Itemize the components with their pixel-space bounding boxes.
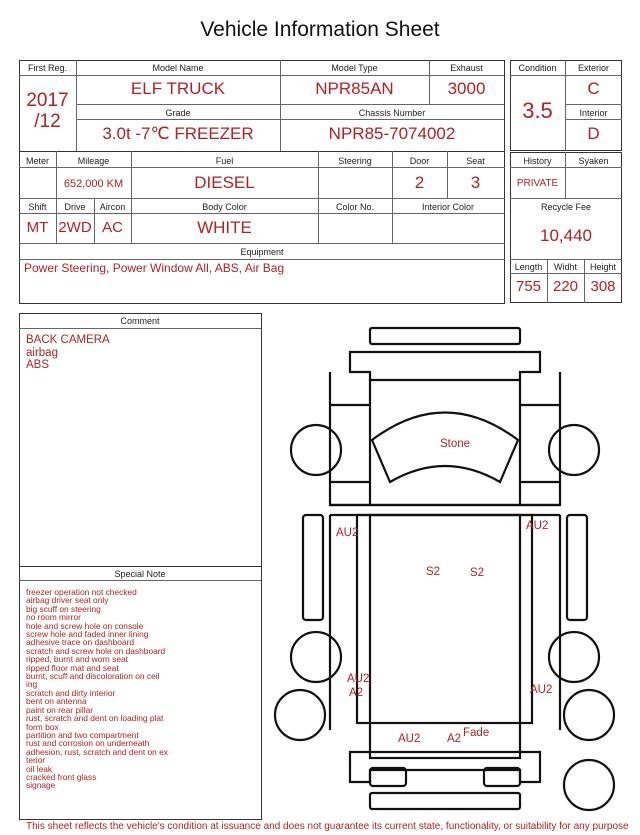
cab-roof-outline	[350, 352, 540, 380]
damage-s2-b: S2	[470, 567, 485, 579]
exterior-grade: C	[587, 79, 600, 98]
chassis-label: Chassis Number	[358, 108, 426, 118]
comment-list	[26, 334, 110, 372]
note-line: ing	[26, 679, 38, 690]
steering-label: Steering	[338, 156, 372, 166]
fuel-label: Fuel	[215, 156, 234, 166]
seat-label: Seat	[466, 156, 485, 166]
history-value: PRIVATE	[516, 178, 559, 189]
comment-line: airbag	[26, 346, 58, 359]
model-name-label: Model Name	[152, 63, 204, 73]
shift-label: Shift	[28, 202, 47, 212]
rear-left-wheel	[291, 632, 341, 682]
equipment-label: Equipment	[240, 247, 284, 257]
color-no-label: Color No.	[335, 202, 374, 212]
model-type-label: Model Type	[331, 63, 378, 73]
note-line: scratch and dirty interior	[26, 687, 116, 698]
special-note-label: Special Note	[114, 569, 166, 579]
damage-s2-a: S2	[426, 566, 441, 578]
exterior-label: Exterior	[577, 63, 609, 73]
comment-line: ABS	[26, 359, 50, 371]
note-line: bent on antenna	[26, 696, 87, 707]
note-line: freezer operation not checked	[26, 587, 137, 597]
damage-au2-left: AU2	[336, 527, 359, 539]
damage-a2-rear: A2	[447, 733, 462, 745]
exhaust-label: Exhaust	[450, 63, 483, 73]
condition-grade: 3.5	[522, 98, 553, 123]
drive-label: Drive	[64, 202, 86, 212]
interior-color-label: Interior Color	[421, 202, 475, 212]
first-reg-year: 2017	[26, 90, 69, 111]
body-color-value: WHITE	[197, 218, 252, 237]
aircon-value: AC	[102, 219, 123, 236]
damage-fade: Fade	[463, 727, 490, 739]
chassis-number: NPR85-7074002	[328, 124, 456, 143]
note-line: scratch and screw hole on dashboard	[26, 645, 166, 656]
door-value: 2	[414, 173, 425, 192]
grade-label: Grade	[165, 108, 191, 118]
condition-label: Condition	[518, 63, 557, 73]
comment-label: Comment	[120, 316, 160, 326]
model-type: NPR85AN	[315, 79, 394, 98]
recycle-fee-value: 10,440	[540, 226, 592, 245]
damage-au2-right: AU2	[526, 520, 549, 532]
note-line: signage	[26, 780, 56, 791]
front-right-wheel	[549, 425, 599, 475]
note-line: hole and screw hole on console	[26, 620, 144, 631]
length-value: 755	[515, 278, 542, 295]
special-note-list	[26, 588, 168, 790]
spare-wheel	[564, 760, 614, 810]
mileage-value: 652,000 KM	[63, 178, 124, 190]
recycle-fee-label: Recycle Fee	[540, 202, 592, 212]
syaken-label: Syaken	[578, 156, 609, 166]
note-line: rust, scratch and dent on loading plat	[26, 713, 164, 724]
mileage-label: Mileage	[77, 156, 110, 166]
front-bumper	[370, 328, 520, 344]
truck-damage-diagram	[265, 318, 640, 818]
shift-value: MT	[26, 219, 49, 236]
damage-stone: Stone	[440, 438, 471, 450]
note-line: big scuff on steering	[26, 603, 101, 614]
note-line: oil leak	[26, 763, 53, 774]
note-line: no room mirror	[26, 612, 81, 623]
damage-au2-rear: AU2	[398, 733, 421, 745]
damage-au2-right-low: AU2	[530, 684, 553, 696]
exhaust-value: 3000	[447, 79, 486, 98]
note-line: airbag driver seat only	[26, 595, 109, 606]
note-line: adhesion, rust, scratch and dent on ex	[26, 746, 168, 757]
note-line: rust and corrosion on underneath	[26, 738, 150, 749]
note-line: terior	[26, 755, 46, 766]
equipment-value: Power Steering, Power Window All, ABS, Air Bag	[24, 261, 285, 275]
width-value: 220	[552, 278, 579, 295]
damage-a2-left-low: A2	[349, 687, 364, 699]
note-line: screw hole and faded inner lining	[26, 629, 149, 640]
door-label: Door	[409, 156, 430, 166]
note-line: ripped, burnt and worn seat	[26, 654, 128, 665]
drive-value: 2WD	[58, 219, 92, 236]
comment-line: BACK CAMERA	[26, 334, 110, 346]
height-label: Height	[589, 262, 616, 272]
note-line: form box	[26, 721, 59, 732]
fuel-value: DIESEL	[194, 173, 255, 192]
aircon-label: Aircon	[99, 202, 126, 212]
note-line: partition and two compartment	[26, 729, 139, 740]
first-reg-month: /12	[34, 111, 61, 132]
length-label: Length	[514, 262, 543, 272]
damage-au2-left-low: AU2	[347, 673, 370, 685]
interior-grade: D	[587, 124, 600, 143]
note-line: ripped floor mat and seat	[26, 662, 119, 673]
cargo-bed	[357, 515, 532, 723]
model-name: ELF TRUCK	[130, 79, 226, 98]
width-label: Widht	[553, 262, 577, 272]
note-line: burnt, scuff and discoloration on ceil	[26, 671, 160, 682]
note-line: paint on rear pillar	[26, 704, 94, 715]
seat-value: 3	[470, 173, 481, 192]
history-label: History	[523, 156, 552, 166]
body-color-label: Body Color	[202, 202, 247, 212]
footer-disclaimer: This sheet reflects the vehicle's condition at issuance and does not guarantee its current state, functionality, or suitability for any purpose	[26, 821, 629, 832]
rear-right-wheel	[549, 632, 599, 682]
first-reg-label: First Reg.	[27, 63, 67, 73]
note-line: adhesive trace on dashboard	[26, 637, 135, 648]
rear-right-outer-wheel	[564, 690, 614, 740]
height-value: 308	[590, 278, 616, 295]
sheet-title: Vehicle Information Sheet	[200, 18, 440, 41]
interior-label: Interior	[579, 108, 608, 118]
meter-label: Meter	[25, 156, 49, 166]
front-left-wheel	[291, 425, 341, 475]
note-line: cracked front glass	[26, 771, 97, 782]
grade-value: 3.0t -7℃ FREEZER	[102, 124, 254, 143]
rear-left-outer-wheel	[275, 690, 325, 740]
